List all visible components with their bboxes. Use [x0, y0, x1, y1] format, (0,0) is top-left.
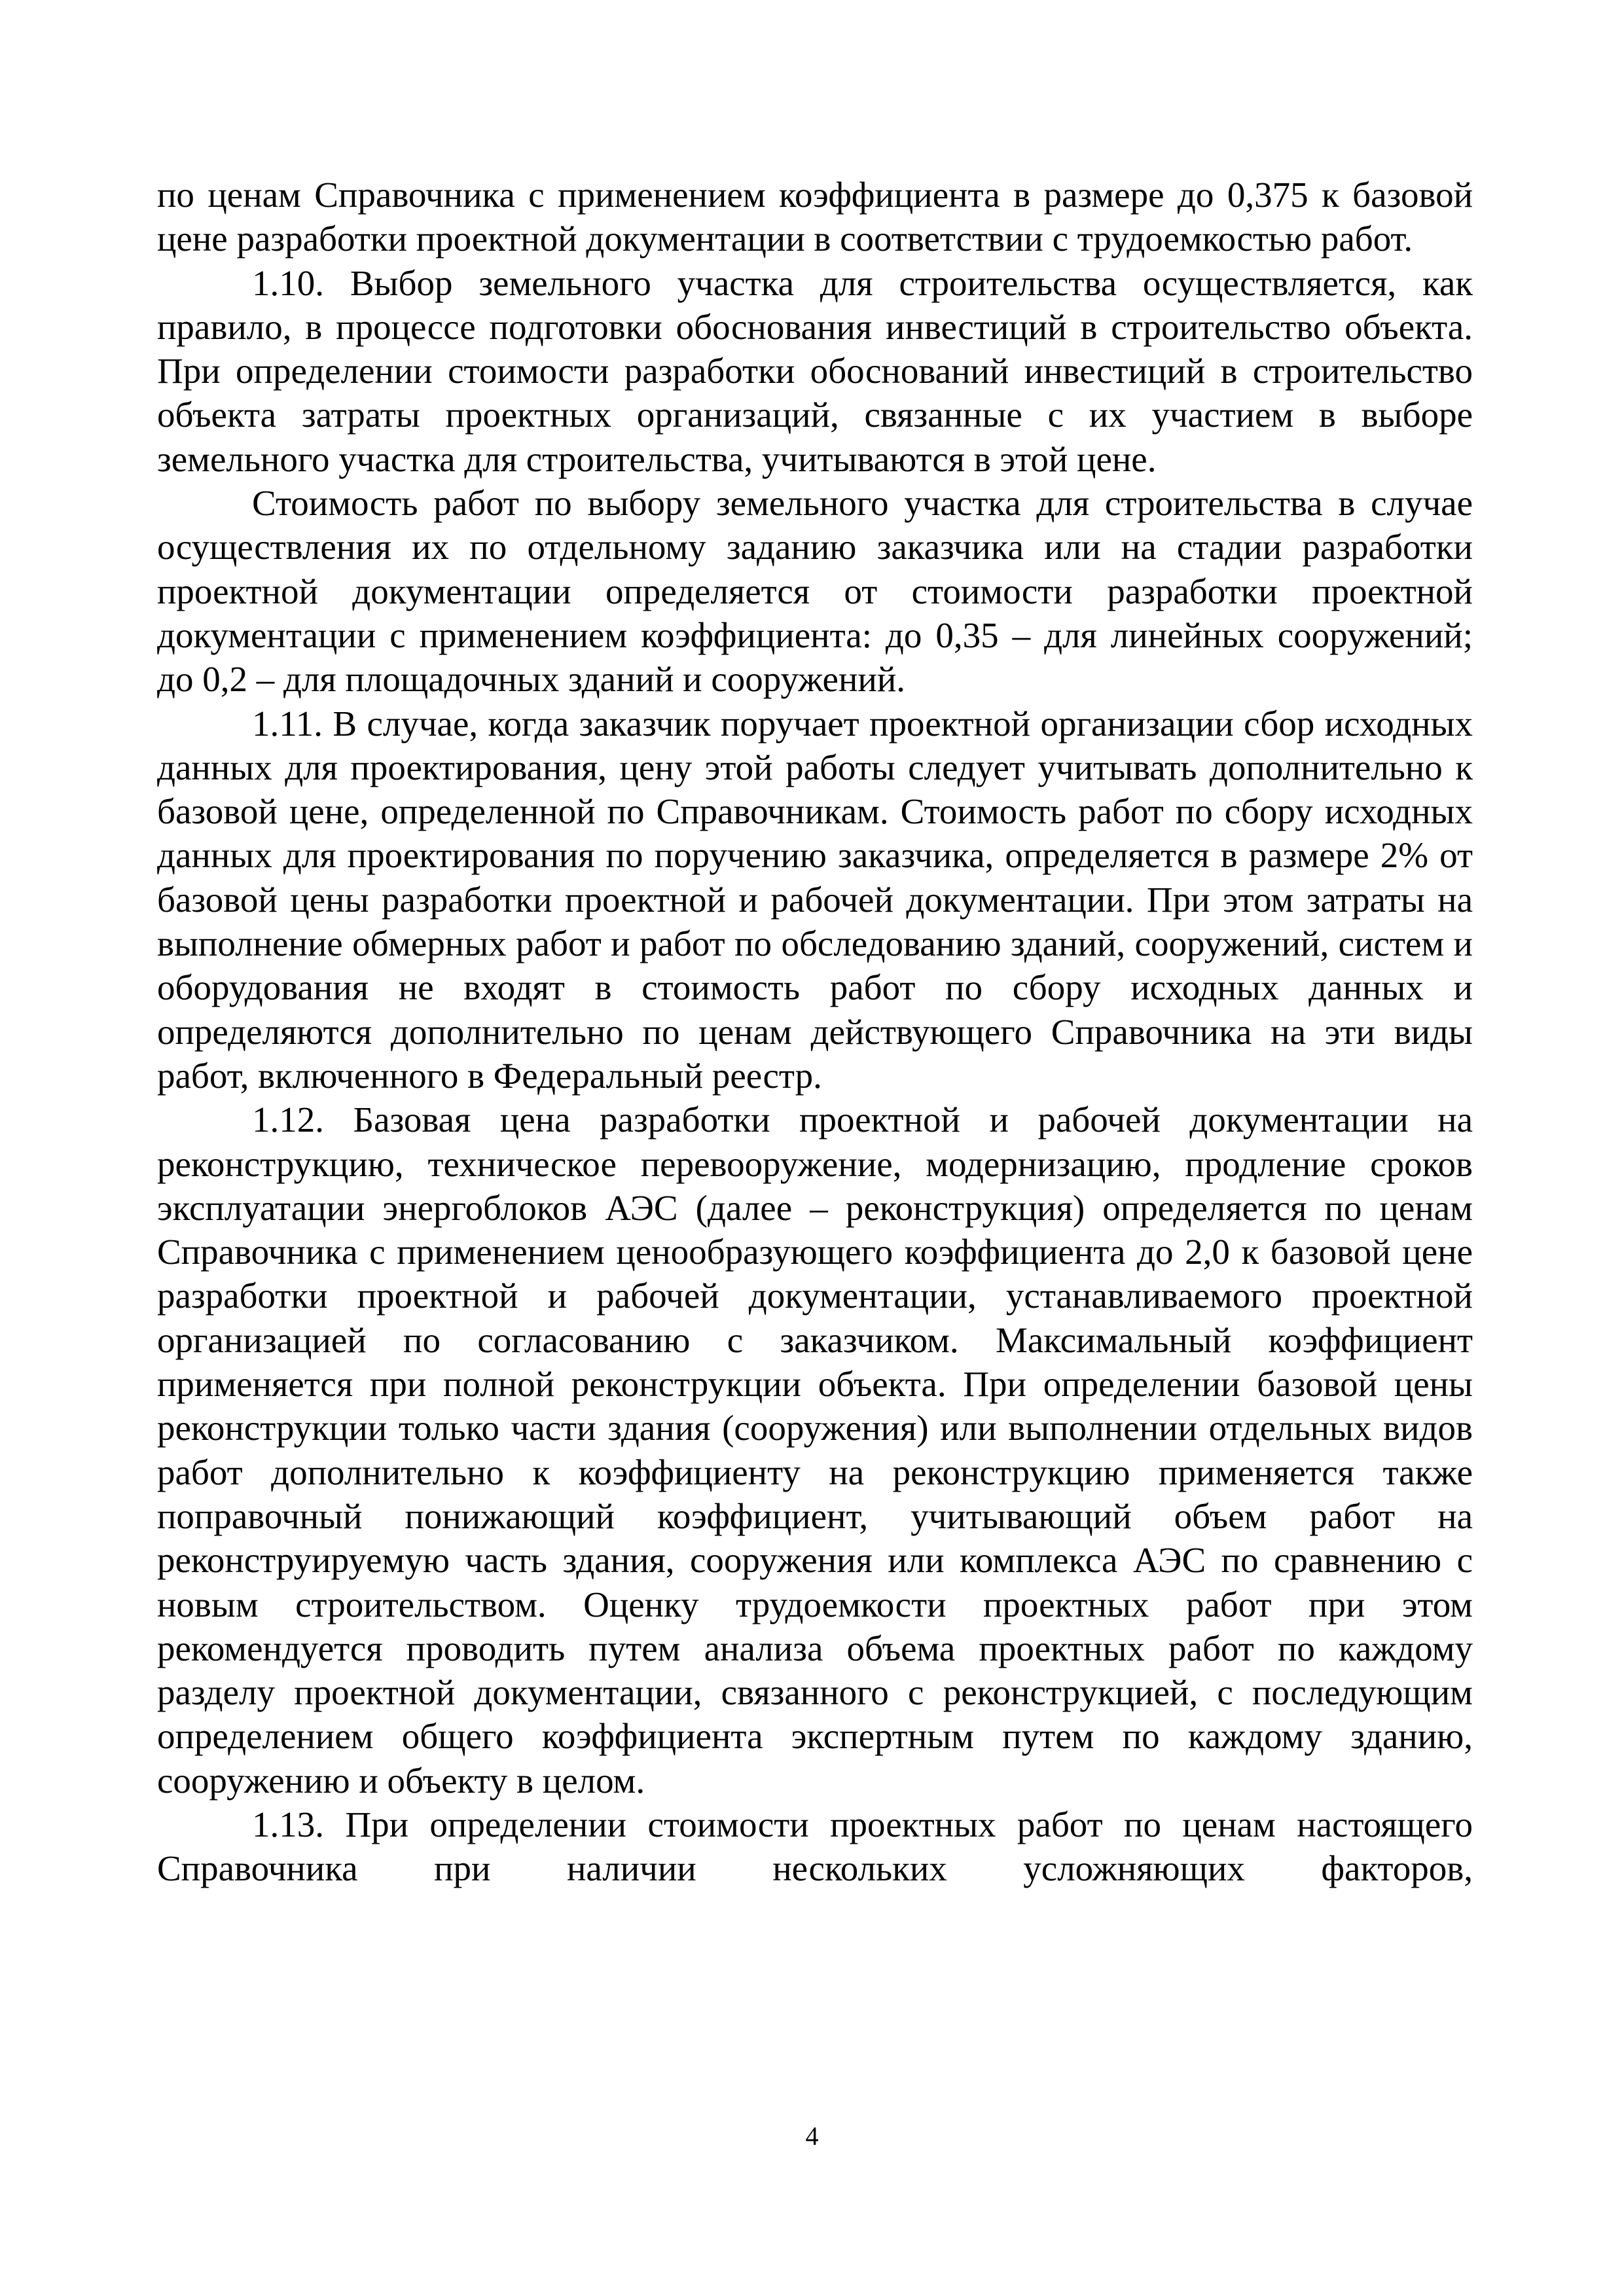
paragraph-1-10: 1.10. Выбор земельного участка для строительства осуществляется, как правило, в процессе подготовки обоснования инвестиций в строительство объекта. При определении стоимости разработки обоснований инвестиций в строительство объекта затраты проектных организаций, связанные с их участием в выборе земельного участка для строительства, учитываются в этой цене. — [157, 262, 1473, 479]
paragraph-1-11: 1.11. В случае, когда заказчик поручает проектной организации сбор исходных данных для проектирования, цену этой работы следует учитывать дополнительно к базовой цене, определенной по Справочникам. Стоимость работ по сбору исходных данных для проектирования по поручению заказчика, определяется в размере 2% от базовой цены разработки проектной и рабочей документации. При этом затраты на выполнение обмерных работ и работ по обследованию зданий, сооружений, систем и оборудования не входят в стоимость работ по сбору исходных данных и определяются дополнительно по ценам действующего Справочника на эти виды работ, включенного в Федеральный реестр. — [157, 703, 1473, 1096]
paragraph-continuation: по ценам Справочника с применением коэффициента в размере до 0,375 к базовой цене разработки проектной документации в соответствии с трудоемкостью работ. — [157, 175, 1473, 259]
document-page — [157, 173, 1473, 1891]
page-number: 4 — [805, 2121, 819, 2151]
paragraph-1-12: 1.12. Базовая цена разработки проектной и рабочей документации на реконструкцию, техническое перевооружение, модернизацию, продление сроков эксплуатации энергоблоков АЭС (далее – реконструкция) определяется по ценам Справочника с применением ценообразующего коэффициента до 2,0 к базовой цене разработки проектной и рабочей документации, устанавливаемого проектной организацией по согласованию с заказчиком. Максимальный коэффициент применяется при полной реконструкции объекта. При определении базовой цены реконструкции только части здания (сооружения) или выполнении отдельных видов работ дополнительно к коэффициенту на реконструкцию применяется также поправочный понижающий коэффициент, учитывающий объем работ на реконструируемую часть здания, сооружения или комплекса АЭС по сравнению с новым строительством. Оценку трудоемкости проектных работ при этом рекомендуется проводить путем анализа объема проектных работ по каждому разделу проектной документации, связанного с реконструкцией, с последующим определением общего коэффициента экспертным путем по каждому зданию, сооружению и объекту в целом. — [157, 1100, 1473, 1801]
paragraph-1-10-cost: Стоимость работ по выбору земельного участка для строительства в случае осуществления их по отдельному заданию заказчика или на стадии разработки проектной документации определяется от стоимости разработки проектной документации с применением коэффициента: до 0,35 – для линейных сооружений; до 0,2 – для площадочных зданий и сооружений. — [157, 483, 1473, 700]
paragraph-1-13: 1.13. При определении стоимости проектных работ по ценам настоящего Справочника при наличии нескольких усложняющих факторов, — [157, 1804, 1473, 1889]
